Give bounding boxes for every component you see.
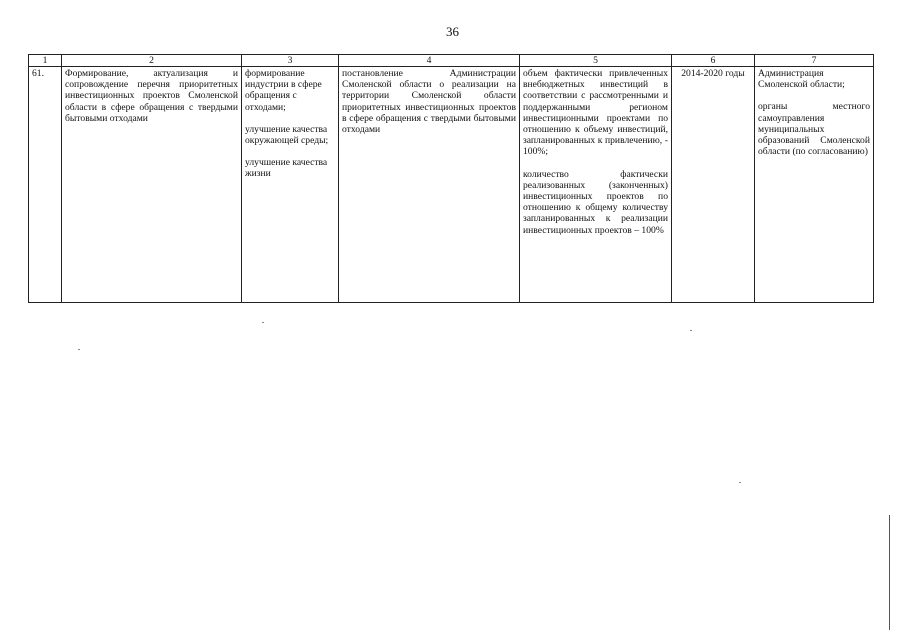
column-header-3: 3 (242, 55, 339, 67)
column-header-6: 6 (672, 55, 755, 67)
scan-speck (78, 349, 80, 350)
results-cell (242, 67, 339, 303)
column-header-1: 1 (29, 55, 62, 67)
indicator-item: количество фактически реализованных (законченных) инвестиционных проектов по отношению к общему количеству запланированных к реализации инвестиционных проектов – 100% (523, 168, 668, 236)
column-header-2: 2 (62, 55, 242, 67)
table-row (29, 67, 874, 303)
result-item: формирование индустрии в сфере обращения с отходами; (245, 68, 322, 113)
row-number: 61. (29, 67, 62, 303)
result-item: улучшение качества жизни (245, 157, 328, 180)
document-cell: постановление Администрации Смоленской области о реализации на территории Смоленской области приоритетных инвестиционных проектов в сфере обращения с твердыми бытовыми отходами (339, 67, 520, 303)
column-header-5: 5 (520, 55, 672, 67)
result-item: улучшение качества окружающей среды; (245, 123, 329, 147)
executors-cell (755, 67, 874, 303)
scan-speck (739, 482, 741, 483)
period-cell: 2014-2020 годы (672, 67, 755, 303)
scan-edge-mark (889, 515, 890, 630)
column-number-row (29, 55, 874, 67)
indicator-item: объем фактически привлеченных внебюджетных инвестиций в соответствии с рассмотренными и поддержанными регионом инвестиционными проектами по отношению к объему инвестиций, запланированных к привлечению, - 100%; (523, 68, 668, 158)
page-number: 36 (446, 24, 459, 39)
scan-speck (262, 322, 264, 323)
measures-table (28, 54, 874, 303)
column-header-7: 7 (755, 55, 874, 67)
executor-item: Администрация Смоленской области; (758, 68, 845, 91)
executor-item: органы местного самоуправления муниципальных образований Смоленской области (по согласованию) (758, 101, 870, 158)
scan-speck (690, 330, 692, 331)
column-header-4: 4 (339, 55, 520, 67)
indicators-cell (520, 67, 672, 303)
activity-cell: Формирование, актуализация и сопровождение перечня приоритетных инвестиционных проектов Смоленской области в сфере обращения с твердыми бытовыми отходами (62, 67, 242, 303)
